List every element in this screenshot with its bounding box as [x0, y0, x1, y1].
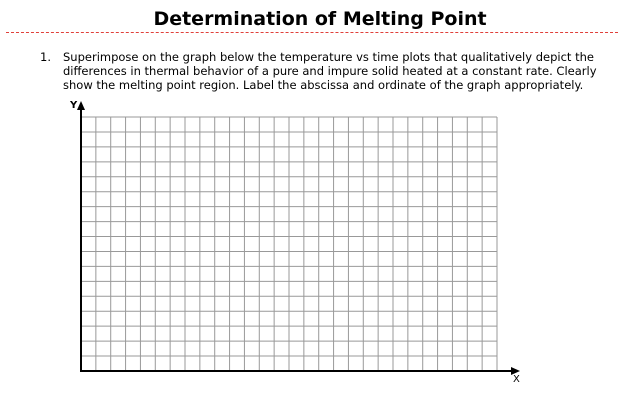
question-number: 1.	[40, 50, 51, 64]
question-text: Superimpose on the graph below the temperature vs time plots that qualitatively depict the differences in thermal behavior of a pure and impure solid heated at a constant rate. Clearly show the melting point region. Label the abscissa and ordinate of the graph appropriately.	[63, 50, 597, 92]
graph-grid	[81, 117, 497, 371]
y-axis-arrowhead	[77, 101, 85, 110]
page-title: Determination of Melting Point	[153, 8, 487, 30]
x-axis-label: X	[513, 374, 520, 385]
y-axis-label: Y	[70, 100, 78, 111]
